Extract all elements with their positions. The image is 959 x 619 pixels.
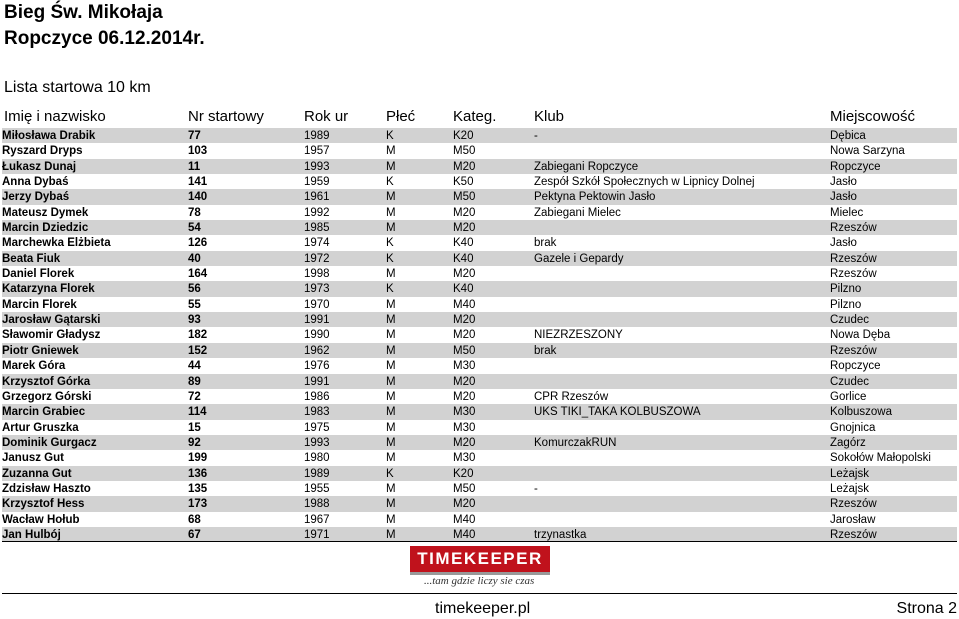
cell-miej: Dębica (830, 130, 866, 142)
table-row (2, 527, 957, 542)
cell-nr: 72 (188, 390, 201, 403)
cell-rok: 1991 (304, 314, 330, 327)
cell-plec: M (386, 390, 396, 403)
cell-rok: 1976 (304, 360, 330, 373)
cell-nr: 135 (188, 482, 208, 495)
cell-nr: 126 (188, 237, 208, 250)
table-row (2, 205, 957, 220)
table-row (2, 235, 957, 250)
cell-plec: K (386, 176, 394, 189)
cell-miej: Jarosław (830, 513, 876, 526)
cell-rok: 1988 (304, 498, 330, 511)
cell-name: Katarzyna Florek (2, 283, 95, 296)
cell-rok: 1985 (304, 222, 330, 235)
cell-name: Jerzy Dybaś (2, 191, 70, 204)
cell-nr: 40 (188, 252, 201, 265)
cell-nr: 140 (188, 191, 208, 204)
cell-nr: 77 (188, 130, 201, 142)
logo-brand: TIMEKEEPER (417, 549, 543, 568)
cell-name: Dominik Gurgacz (2, 436, 97, 449)
cell-nr: 93 (188, 314, 201, 327)
cell-name: Marek Góra (2, 360, 66, 373)
cell-kat: M20 (453, 436, 476, 449)
table-header (2, 106, 957, 130)
cell-klub: UKS TIKI_TAKA KOLBUSZOWA (534, 406, 701, 419)
column-header-nr: Nr startowy (188, 108, 264, 125)
cell-kat: M30 (453, 360, 476, 373)
cell-name: Artur Gruszka (2, 421, 79, 434)
cell-nr: 152 (188, 344, 208, 357)
table-row (2, 174, 957, 189)
cell-plec: M (386, 436, 396, 449)
cell-kat: M30 (453, 452, 476, 465)
cell-name: Anna Dybaś (2, 176, 69, 189)
cell-name: Zuzanna Gut (2, 467, 72, 480)
cell-miej: Rzeszów (830, 344, 877, 357)
table-row (2, 450, 957, 465)
footer-site: timekeeper.pl (435, 600, 531, 617)
table-row (2, 143, 957, 158)
cell-klub: Zespół Szkół Społecznych w Lipnicy Dolnej (534, 176, 755, 189)
table-row (2, 404, 957, 419)
cell-rok: 1990 (304, 329, 330, 342)
table-row (2, 496, 957, 511)
cell-miej: Ropczyce (830, 160, 881, 173)
cell-name: Jan Hulbój (2, 528, 61, 541)
cell-name: Ryszard Dryps (2, 145, 83, 158)
cell-rok: 1993 (304, 160, 330, 173)
cell-rok: 1973 (304, 283, 330, 296)
start-list-table (2, 128, 957, 542)
cell-nr: 44 (188, 360, 201, 373)
cell-miej: Jasło (830, 191, 857, 204)
event-title: Bieg Św. Mikołaja (4, 2, 163, 23)
cell-nr: 173 (188, 498, 208, 511)
cell-kat: M20 (453, 329, 476, 342)
cell-klub: trzynastka (534, 528, 587, 541)
cell-rok: 1998 (304, 268, 330, 281)
cell-miej: Rzeszów (830, 268, 877, 281)
cell-nr: 15 (188, 421, 201, 434)
cell-kat: M20 (453, 390, 476, 403)
cell-plec: M (386, 528, 396, 541)
cell-klub: CPR Rzeszów (534, 390, 609, 403)
cell-kat: M50 (453, 344, 476, 357)
cell-miej: Ropczyce (830, 360, 881, 373)
cell-rok: 1970 (304, 298, 330, 311)
cell-name: Marcin Grabiec (2, 406, 86, 419)
cell-kat: M40 (453, 513, 476, 526)
cell-plec: M (386, 406, 396, 419)
cell-kat: M20 (453, 206, 476, 219)
table-row (2, 266, 957, 281)
cell-nr: 67 (188, 528, 201, 541)
cell-rok: 1967 (304, 513, 330, 526)
cell-rok: 1986 (304, 390, 330, 403)
cell-plec: M (386, 160, 396, 173)
cell-rok: 1961 (304, 191, 330, 204)
cell-nr: 164 (188, 268, 208, 281)
cell-miej: Pilzno (830, 283, 862, 296)
cell-miej: Czudec (830, 314, 869, 327)
timekeeper-logo (410, 546, 550, 590)
cell-name: Janusz Gut (2, 452, 64, 465)
table-row (2, 343, 957, 358)
cell-kat: M20 (453, 375, 476, 388)
cell-klub: Zabiegani Mielec (534, 206, 621, 219)
table-row (2, 389, 957, 404)
cell-plec: K (386, 237, 394, 250)
cell-rok: 1983 (304, 406, 330, 419)
column-header-kat: Kateg. (453, 108, 497, 125)
cell-miej: Gorlice (830, 390, 867, 403)
cell-miej: Rzeszów (830, 252, 877, 265)
cell-nr: 182 (188, 329, 208, 342)
table-row (2, 374, 957, 389)
table-row (2, 358, 957, 373)
cell-nr: 54 (188, 222, 201, 235)
cell-nr: 141 (188, 176, 208, 189)
cell-plec: M (386, 268, 396, 281)
cell-nr: 114 (188, 406, 207, 419)
cell-kat: M20 (453, 160, 476, 173)
cell-plec: M (386, 145, 396, 158)
cell-plec: M (386, 498, 396, 511)
cell-plec: M (386, 206, 396, 219)
table-row (2, 220, 957, 235)
table-row (2, 466, 957, 481)
cell-rok: 1980 (304, 452, 330, 465)
cell-kat: M40 (453, 298, 476, 311)
cell-rok: 1962 (304, 344, 330, 357)
cell-klub: Gazele i Gepardy (534, 252, 624, 265)
cell-rok: 1971 (304, 528, 330, 541)
cell-miej: Zagórz (830, 436, 866, 449)
cell-nr: 92 (188, 436, 201, 449)
cell-plec: M (386, 191, 396, 204)
cell-nr: 199 (188, 452, 208, 465)
cell-kat: M20 (453, 314, 476, 327)
footer-divider (2, 593, 957, 594)
cell-kat: M40 (453, 528, 476, 541)
cell-plec: M (386, 513, 396, 526)
cell-name: Łukasz Dunaj (2, 160, 77, 173)
cell-miej: Rzeszów (830, 222, 877, 235)
column-header-klub: Klub (534, 108, 565, 125)
cell-nr: 55 (188, 298, 201, 311)
cell-nr: 78 (188, 206, 201, 219)
cell-plec: K (386, 283, 394, 296)
table-row (2, 189, 957, 204)
cell-plec: M (386, 344, 396, 357)
cell-kat: K20 (453, 130, 474, 142)
table-row (2, 512, 957, 527)
table-row (2, 435, 957, 450)
cell-name: Wacław Hołub (2, 513, 80, 526)
cell-rok: 1972 (304, 252, 330, 265)
cell-name: Mateusz Dymek (2, 206, 89, 219)
cell-rok: 1993 (304, 436, 330, 449)
table-row (2, 327, 957, 342)
cell-kat: M20 (453, 268, 476, 281)
table-row (2, 281, 957, 296)
cell-kat: M20 (453, 498, 476, 511)
cell-plec: K (386, 130, 394, 142)
cell-klub: - (534, 130, 538, 142)
cell-plec: M (386, 482, 396, 495)
cell-plec: K (386, 252, 394, 265)
cell-kat: K40 (453, 252, 474, 265)
cell-miej: Leżajsk (830, 482, 869, 495)
cell-miej: Sokołów Małopolski (830, 452, 931, 465)
cell-miej: Nowa Sarzyna (830, 145, 905, 158)
cell-miej: Kolbuszowa (830, 406, 893, 419)
cell-miej: Rzeszów (830, 528, 877, 541)
table-row (2, 297, 957, 312)
cell-miej: Leżajsk (830, 467, 869, 480)
cell-plec: M (386, 375, 396, 388)
column-header-rok: Rok ur (304, 108, 349, 125)
cell-klub: Pektyna Pektowin Jasło (534, 191, 656, 204)
cell-kat: K40 (453, 283, 474, 296)
cell-name: Beata Fiuk (2, 252, 61, 265)
list-title: Lista startowa 10 km (4, 79, 151, 96)
cell-kat: K50 (453, 176, 474, 189)
cell-rok: 1955 (304, 482, 330, 495)
cell-plec: M (386, 298, 396, 311)
cell-kat: M30 (453, 421, 476, 434)
table-bottom-border (2, 541, 957, 542)
cell-klub: KomurczakRUN (534, 436, 617, 449)
cell-plec: M (386, 222, 396, 235)
cell-klub: - (534, 482, 538, 495)
event-date-location: Ropczyce 06.12.2014r. (4, 28, 205, 49)
table-row (2, 312, 957, 327)
logo-tagline: ...tam gdzie liczy sie czas (424, 575, 535, 587)
cell-name: Miłosława Drabik (2, 130, 96, 142)
cell-miej: Jasło (830, 176, 857, 189)
cell-plec: M (386, 452, 396, 465)
cell-nr: 103 (188, 145, 208, 158)
cell-name: Krzysztof Hess (2, 498, 85, 511)
cell-miej: Rzeszów (830, 498, 877, 511)
cell-name: Grzegorz Górski (2, 390, 92, 403)
cell-name: Marchewka Elżbieta (2, 237, 111, 250)
cell-nr: 89 (188, 375, 201, 388)
cell-kat: K20 (453, 467, 474, 480)
cell-klub: NIEZRZESZONY (534, 329, 623, 342)
cell-name: Piotr Gniewek (2, 344, 79, 357)
cell-name: Jarosław Gątarski (2, 314, 101, 327)
cell-name: Marcin Dziedzic (2, 222, 89, 235)
cell-rok: 1992 (304, 206, 330, 219)
cell-plec: M (386, 314, 396, 327)
cell-name: Sławomir Gładysz (2, 329, 101, 342)
cell-rok: 1989 (304, 467, 330, 480)
table-row (2, 420, 957, 435)
cell-klub: Zabiegani Ropczyce (534, 160, 639, 173)
column-header-plec: Płeć (386, 108, 416, 125)
cell-plec: M (386, 360, 396, 373)
cell-kat: M50 (453, 191, 476, 204)
cell-name: Krzysztof Górka (2, 375, 91, 388)
cell-name: Zdzisław Haszto (2, 482, 91, 495)
cell-klub: brak (534, 237, 557, 250)
cell-miej: Pilzno (830, 298, 862, 311)
cell-miej: Nowa Dęba (830, 329, 891, 342)
table-row (2, 128, 957, 143)
cell-miej: Czudec (830, 375, 869, 388)
cell-nr: 136 (188, 467, 208, 480)
cell-rok: 1991 (304, 375, 330, 388)
table-row (2, 159, 957, 174)
cell-miej: Jasło (830, 237, 857, 250)
cell-kat: M50 (453, 145, 476, 158)
cell-nr: 56 (188, 283, 201, 296)
column-header-miejscowosc: Miejscowość (830, 108, 916, 125)
column-header-name: Imię i nazwisko (4, 108, 106, 125)
page-number: Strona 2 (896, 600, 957, 617)
cell-rok: 1959 (304, 176, 330, 189)
cell-rok: 1975 (304, 421, 330, 434)
cell-rok: 1989 (304, 130, 330, 142)
cell-klub: brak (534, 344, 557, 357)
cell-kat: M50 (453, 482, 476, 495)
cell-name: Marcin Florek (2, 298, 77, 311)
cell-miej: Mielec (830, 206, 864, 219)
cell-kat: M30 (453, 406, 476, 419)
cell-miej: Gnojnica (830, 421, 876, 434)
cell-plec: M (386, 421, 396, 434)
cell-nr: 68 (188, 513, 201, 526)
cell-rok: 1974 (304, 237, 330, 250)
cell-rok: 1957 (304, 145, 330, 158)
table-row (2, 251, 957, 266)
cell-plec: M (386, 329, 396, 342)
cell-name: Daniel Florek (2, 268, 75, 281)
table-row (2, 481, 957, 496)
cell-plec: K (386, 467, 394, 480)
cell-kat: K40 (453, 237, 474, 250)
cell-kat: M20 (453, 222, 476, 235)
cell-nr: 11 (188, 160, 201, 173)
